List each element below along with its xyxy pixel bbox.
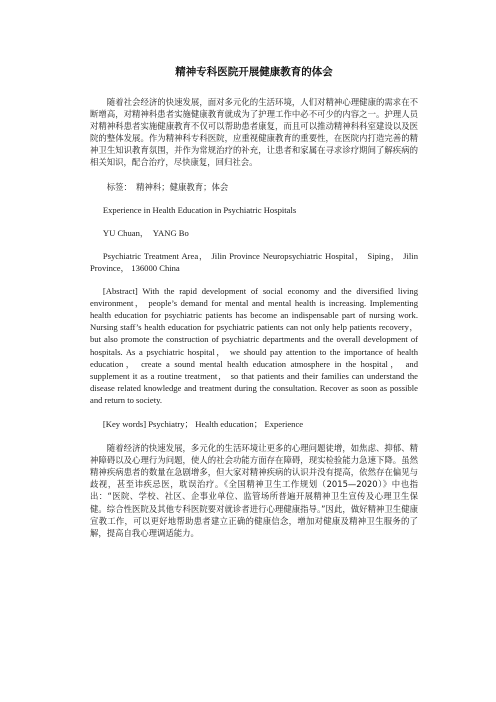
english-authors: YU Chuan， YANG Bo [102,227,189,238]
paper-page [90,64,418,539]
body-paragraph: 随着经济的快速发展，多元化的生活环境让更多的心理问题徒增，如焦虑、抑郁、精神障碍以及心理行为问题，使人的社会功能方面存在障碍，现实检验能力急速下降。虽然精神疾病患者的数量在急剧增多，但大家对精神疾病的认识并没有提高，依然存在偏见与歧视，甚至讳疾忌医，耽误治疗。《全国精神卫生工作规划（2015—2020）》中也指出：“医院、学校、社区、企事业单位、监管场所普遍开展精神卫生宣传及心理卫生保健。综合性医院及其他专科医院要对就诊者进行心理健康指导。”因此，做好精神卫生健康宣教工作，可以更好地帮助患者建立正确的健康信念，增加对健康及精神卫生服务的了解，提高自我心理调适能力。 [90,443,418,538]
paper-title: 精神专科医院开展健康教育的体会 [175,66,333,78]
abstract-en: [Abstract] With the rapid development of social economy and the diversified living environment， people’s demand for mental and mental health is increasing. Implementing health education for psychiatric patients has become an indispensable part of nursing work. Nursing staff’s health education for psychiatric patients can not only help patients recovery， but also promote the construction of psychiatric departments and the overall development of hospitals. As a psychiatric hospital， we should pay attention to the importance of health education， create a sound mental health education atmosphere in the hospital， and supplement it as a routine treatment， so that patients and their families can understand the disease related knowledge and treatment during the consultation. Recover as soon as possible and return to society. [90,286,418,405]
keywords-zh: 标签： 精神科；健康教育；体会 [106,181,229,192]
english-title: Experience in Health Education in Psychiatric Hospitals [102,204,297,215]
keywords-en: [Key words] Psychiatry； Health education； Experience [102,418,304,429]
abstract-zh: 随着社会经济的快速发展，面对多元化的生活环境，人们对精神心理健康的需求在不断增高，对精神科患者实施健康教育就成为了护理工作中必不可少的内容之一。护理人员对精神科患者实施健康教育不仅可以帮助患者康复，而且可以推动精神科科室建设以及医院的整体发展。作为精神科专科医院，应重视健康教育的重要性，在医院内打造完善的精神卫生知识教育氛围，并作为常规治疗的补充，让患者和家属在寻求诊疗期间了解疾病的相关知识，配合治疗，尽快康复，回归社会。 [90,97,418,168]
english-affiliation: Psychiatric Treatment Area， Jilin Province Neuropsychiatric Hospital， Siping， Jilin Province， 136000 China [90,250,418,273]
